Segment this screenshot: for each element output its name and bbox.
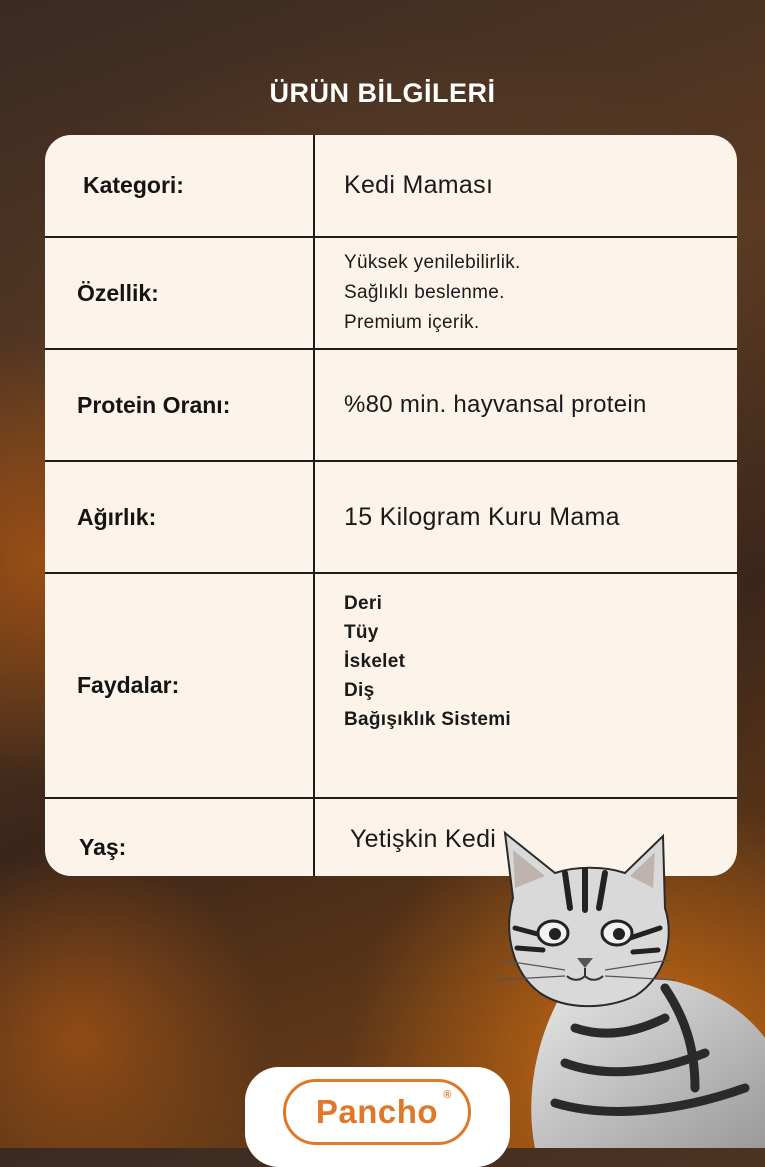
table-row-feature bbox=[45, 238, 737, 348]
benefit-item: Deri bbox=[344, 593, 383, 614]
category-label: Kategori: bbox=[83, 172, 184, 198]
benefit-item: Diş bbox=[344, 680, 375, 701]
benefits-label: Faydalar: bbox=[77, 672, 180, 698]
feature-line: Premium içerik. bbox=[344, 312, 480, 333]
feature-label: Özellik: bbox=[77, 279, 159, 306]
protein-value: %80 min. hayvansal protein bbox=[344, 391, 647, 418]
benefit-item: Tüy bbox=[344, 622, 379, 643]
brand-logo-container bbox=[245, 1067, 510, 1167]
feature-value bbox=[344, 238, 727, 348]
table-row-protein bbox=[45, 350, 737, 460]
pancho-logo bbox=[283, 1079, 471, 1145]
logo-text: Pancho bbox=[315, 1093, 439, 1130]
benefit-item: Bağışıklık Sistemi bbox=[344, 709, 511, 730]
benefits-value bbox=[344, 574, 727, 797]
feature-line: Yüksek yenilebilirlik. bbox=[344, 252, 521, 273]
cat-illustration bbox=[495, 828, 765, 1148]
product-info-table bbox=[45, 135, 737, 876]
age-value: Yetişkin Kedi bbox=[350, 825, 497, 853]
table-row-weight bbox=[45, 462, 737, 572]
age-label: Yaş: bbox=[79, 834, 127, 860]
table-row-benefits bbox=[45, 574, 737, 797]
page-title: ÜRÜN BİLGİLERİ bbox=[269, 78, 496, 108]
benefit-item: İskelet bbox=[344, 651, 406, 672]
category-value: Kedi Maması bbox=[344, 171, 494, 199]
registered-mark: ® bbox=[443, 1089, 452, 1101]
table-row-category bbox=[45, 135, 737, 236]
weight-value: 15 Kilogram Kuru Mama bbox=[344, 502, 620, 531]
protein-label: Protein Oranı: bbox=[77, 391, 231, 418]
feature-line: Sağlıklı beslenme. bbox=[344, 282, 505, 303]
weight-label: Ağırlık: bbox=[77, 503, 157, 530]
